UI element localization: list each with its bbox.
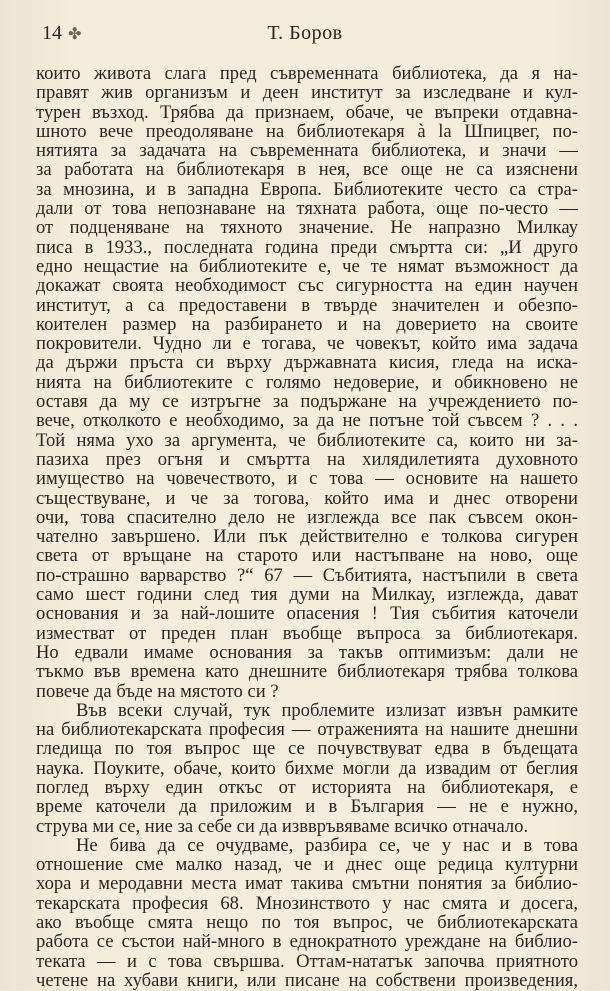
text-line: пазиха през огъня и смъртта на хилядилетията духовното [36, 448, 578, 470]
text-line: само шест години след тия думи на Милкау, изглежда, дават [36, 584, 578, 606]
text-line: институт, а са предоставени в твърде значителен и обезпо- [36, 294, 578, 316]
text-line: дали от това непознаване на тяхната работа, още по-често — [36, 198, 578, 220]
text-line: гледища по тоя въпрос ще се почувствуват едва в бъдещата [36, 738, 578, 760]
ornament-icon: ✤ [68, 26, 82, 43]
running-head-author: Т. Боров [267, 22, 343, 44]
text-line: шното вече преодоляване на библиотекаря à la Шпицвег, по- [36, 120, 578, 142]
text-line: чателно завършено. Или пък действително е толкова сигурен [36, 526, 578, 548]
text-line: Той няма ухо за аргумента, че библиотеките са, които ни за- [36, 429, 578, 451]
text-line: наука. Поуките, обаче, които бихме могли да извадим от беглия [36, 757, 578, 779]
text-line: ако въобще смята нещо по тоя въпрос, че библиотекарската [36, 912, 578, 934]
text-line: имущество на човечеството, и с това — основите на нашето [36, 468, 578, 490]
text-line: нятията за задачата на съвременната библиотека, и значи — [36, 140, 578, 162]
text-line: съществуване, и че за тогова, който има и днес отворени [36, 487, 578, 509]
text-line: за мнозина, и в западна Европа. Библиотеките често са стра- [36, 178, 578, 200]
text-line: правят жив организъм и деен институт за изследване и кул- [36, 82, 578, 104]
text-line: писа в 1933., последната година преди смъртта си: „И друго [36, 236, 578, 258]
text-line: докажат своята необходимост със сигурността на един научен [36, 275, 578, 297]
text-line: изместват от преден план въобще въпроса за библиотекаря. [36, 622, 578, 644]
text-body [36, 64, 578, 990]
text-line: вече, отколкото е необходимо, за да не потъне той съвсем ? . . . [36, 410, 578, 432]
text-line: Във всеки случай, тук проблемите излизат извън рамките [76, 699, 578, 721]
text-line: време каточели да приложим и в България — не е нужно, [36, 796, 578, 818]
text-line: основания и за най-лошите опасения ! Тия събития каточели [36, 603, 578, 625]
text-line: хора и меродавни места имат такива смътни понятия за библио- [36, 873, 578, 895]
running-head [40, 22, 570, 48]
text-line: тъкмо във времена като днешните библиотекаря трябва толкова [36, 661, 578, 683]
text-line: коителен размер на разбирането и на доверието на своите [36, 313, 578, 335]
text-line: отношение сме малко назад, че и днес още редица културни [36, 854, 578, 876]
text-line: струва ми се, ние за себе си да изввръвяваме всичко отначало. [36, 815, 529, 837]
text-line: да държи пръста си върху държавната кисия, гледа на иска- [36, 352, 578, 374]
text-line: очи, това спасително дело не изглежда все пак съвсем окон- [36, 506, 578, 528]
text-line: по-страшно варварство ?“ 67 — Събитията, настъпили в света [36, 564, 578, 586]
text-line: теката — и с това свършва. Оттам-нататък започва приятното [36, 950, 578, 972]
text-line: Не бива да се очудваме, разбира се, че у нас и в това [76, 834, 578, 856]
text-line: повече да бъде на мястото си ? [36, 680, 279, 702]
text-line: нията на библиотеките с голямо недоверие, и обикновено не [36, 371, 578, 393]
text-line: четене на хубави книги, или писане на собствени произведения, [36, 969, 578, 991]
text-line: от подценяване на тяхното значение. Не напразно Милкау [36, 217, 578, 239]
text-line: света от връщане на старото или настъпване на ново, още [36, 545, 578, 567]
text-line: текарската професия 68. Мнозинството у нас смята и досега, [36, 892, 578, 914]
text-line: за работата на библиотекаря в нея, все още не са изяснени [36, 159, 578, 181]
text-line: оставя да му се изтръгне за подържане на учреждението по- [36, 391, 578, 413]
text-line: турен възход. Трябва да признаем, обаче, че въпреки отдавна- [36, 101, 578, 123]
text-line: едно нещастие на библиотеките е, че те нямат възможност да [36, 255, 578, 277]
text-line: на библиотекарската професия — отраженията на нашите днешни [36, 719, 578, 741]
text-line: Но едвали имаме основания за такъв оптимизъм: дали не [36, 641, 578, 663]
page-number: 14 [42, 22, 62, 44]
text-line: поглед върху един откъс от историята на библиотекаря, е [36, 776, 578, 798]
text-line: покровители. Чудно ли е тогава, че човекът, който има задача [36, 333, 578, 355]
text-line: които живота слага пред съвременната библиотека, да я на- [36, 63, 578, 84]
text-line: работа се състои най-много в еднократното уреждане на библио- [36, 931, 578, 953]
